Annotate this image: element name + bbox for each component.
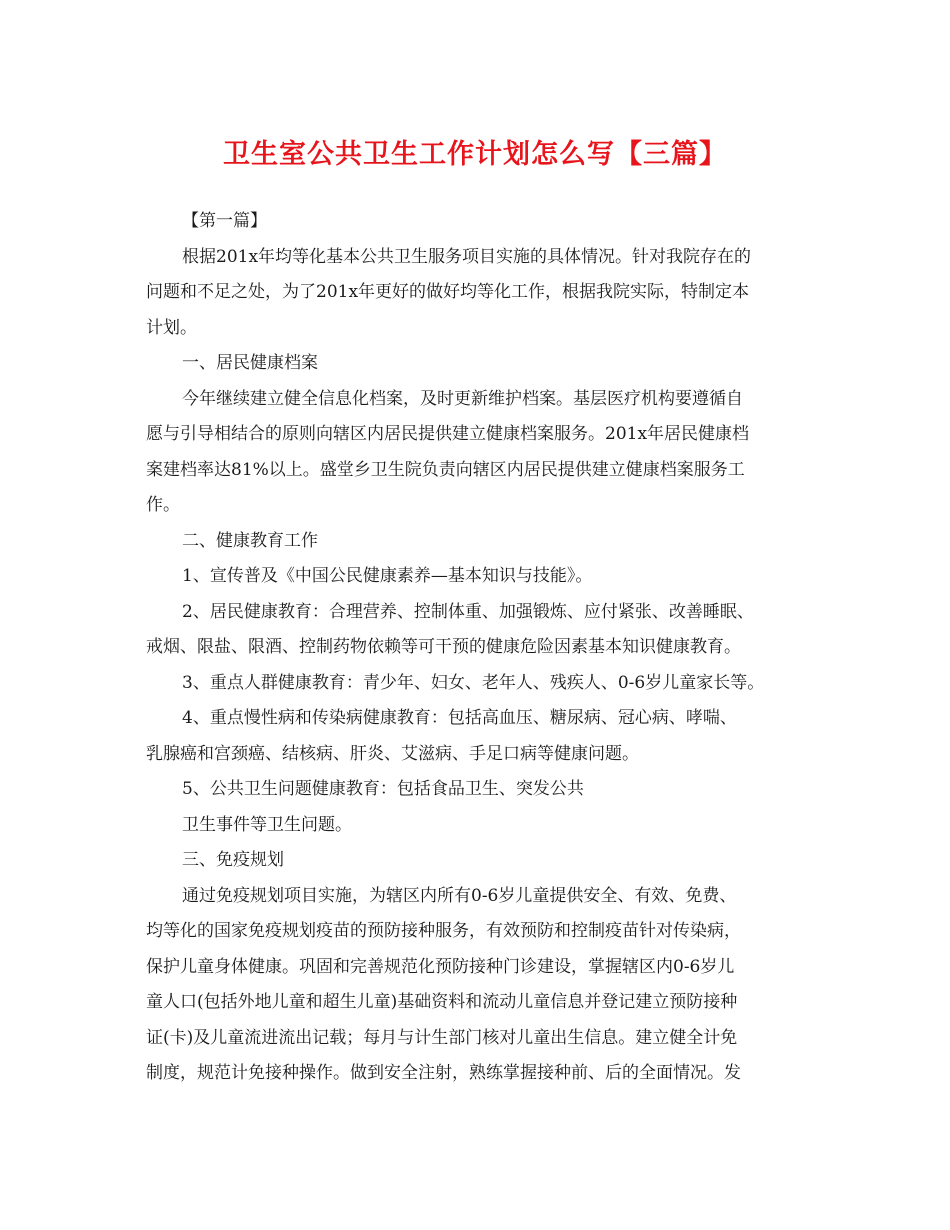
document-title: 卫生室公共卫生工作计划怎么写【三篇】 [223, 139, 727, 170]
paragraph-line: 根据201x年均等化基本公共卫生服务项目实施的具体情况。针对我院存在的 [182, 246, 752, 267]
paragraph-line: 乳腺癌和宫颈癌、结核病、肝炎、艾滋病、手足口病等健康问题。 [146, 743, 639, 764]
section-heading: 二、健康教育工作 [182, 530, 318, 551]
paragraph-line: 愿与引导相结合的原则向辖区内居民提供建立健康档案服务。201x年居民健康档 [146, 424, 750, 444]
paragraph-line: 计划。 [146, 317, 197, 338]
paragraph-line: 制度，规范计免接种操作。做到安全注射，熟练掌握接种前、后的全面情况。发 [146, 1063, 741, 1083]
paragraph-line: 通过免疫规划项目实施，为辖区内所有0-6岁儿童提供安全、有效、免费、 [182, 885, 737, 906]
list-item: 4、重点慢性病和传染病健康教育：包括高血压、糖尿病、冠心病、哮喘、 [182, 708, 737, 728]
paragraph-line: 戒烟、限盐、限酒、控制药物依赖等可干预的健康危险因素基本知识健康教育。 [146, 637, 741, 657]
section-heading-part-one: 【第一篇】 [182, 211, 267, 231]
list-item: 5、公共卫生问题健康教育：包括食品卫生、突发公共 [182, 779, 584, 799]
paragraph-line: 案建档率达81%以上。盛堂乡卫生院负责向辖区内居民提供建立健康档案服务工 [146, 459, 745, 480]
section-heading: 一、居民健康档案 [182, 353, 318, 373]
paragraph-line: 均等化的国家免疫规划疫苗的预防接种服务，有效预防和控制疫苗针对传染病， [146, 921, 741, 941]
paragraph-line: 今年继续建立健全信息化档案，及时更新维护档案。基层医疗机构要遵循自 [182, 388, 743, 409]
list-item: 2、居民健康教育：合理营养、控制体重、加强锻炼、应付紧张、改善睡眠、 [182, 601, 754, 622]
paragraph-line: 童人口(包括外地儿童和超生儿童)基础资料和流动儿童信息并登记建立预防接种 [146, 992, 738, 1012]
list-item: 1、宣传普及《中国公民健康素养—基本知识与技能》。 [182, 566, 593, 586]
section-heading: 三、免疫规划 [182, 850, 284, 870]
paragraph-line: 作。 [146, 495, 180, 515]
paragraph-line: 证(卡)及儿童流进流出记载；每月与计生部门核对儿童出生信息。建立健全计免 [146, 1027, 738, 1048]
list-item: 3、重点人群健康教育：青少年、妇女、老年人、残疾人、0-6岁儿童家长等。 [182, 672, 765, 693]
paragraph-line: 卫生事件等卫生问题。 [182, 814, 352, 835]
document-body [146, 204, 816, 1092]
paragraph-line: 保护儿童身体健康。巩固和完善规范化预防接种门诊建设，掌握辖区内0-6岁儿 [146, 956, 735, 977]
paragraph-line: 问题和不足之处，为了201x年更好的做好均等化工作，根据我院实际，特制定本 [146, 282, 750, 302]
